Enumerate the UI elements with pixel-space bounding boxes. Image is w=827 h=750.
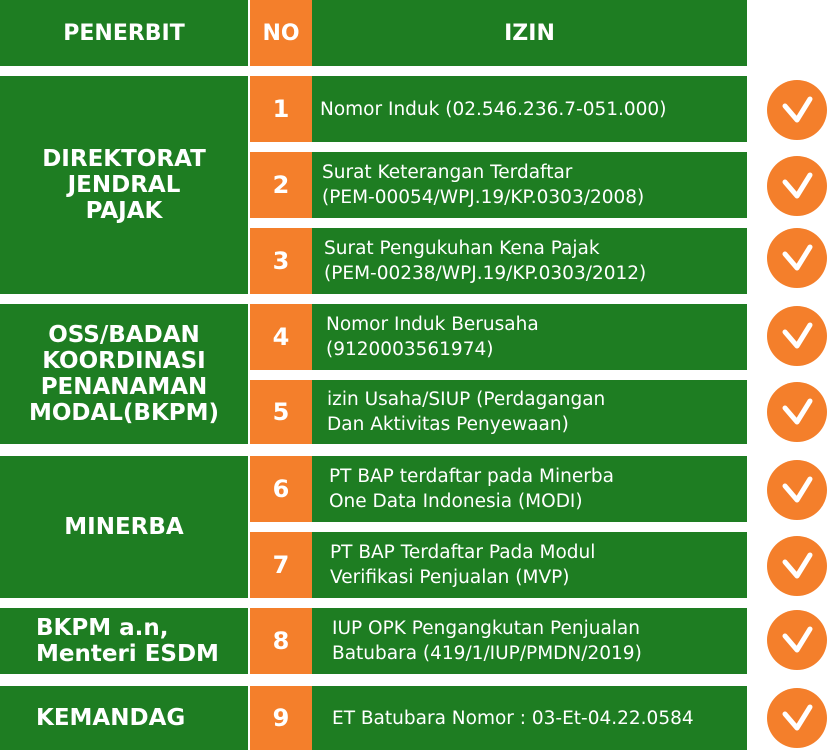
check-circle-icon — [767, 688, 827, 748]
check-circle-icon — [767, 228, 827, 288]
row-permit: PT BAP Terdaftar Pada Modul Verifikasi Penjualan (MVP) — [312, 532, 747, 598]
row-permit: Nomor Induk (02.546.236.7-051.000) — [312, 76, 747, 142]
row-permit: PT BAP terdaftar pada Minerba One Data Indonesia (MODI) — [312, 456, 747, 522]
header-number: NO — [250, 0, 312, 66]
row-number: 9 — [250, 686, 312, 750]
row-permit: izin Usaha/SIUP (Perdagangan Dan Aktivitas Penyewaan) — [312, 380, 747, 444]
publisher-kemendag: KEMANDAG — [0, 686, 248, 750]
row-number: 7 — [250, 532, 312, 598]
row-number: 6 — [250, 456, 312, 522]
row-permit: Nomor Induk Berusaha (9120003561974) — [312, 304, 747, 370]
publisher-djp: DIREKTORAT JENDRAL PAJAK — [0, 76, 248, 294]
publisher-bkpm: OSS/BADAN KOORDINASI PENANAMAN MODAL(BKPM) — [0, 304, 248, 444]
check-circle-icon — [767, 536, 827, 596]
header-permit: IZIN — [312, 0, 747, 66]
publisher-minerba: MINERBA — [0, 456, 248, 598]
row-permit: Surat Keterangan Terdaftar (PEM-00054/WPJ.19/KP.0303/2008) — [312, 152, 747, 218]
check-circle-icon — [767, 156, 827, 216]
check-circle-icon — [767, 306, 827, 366]
row-number: 4 — [250, 304, 312, 370]
row-permit: ET Batubara Nomor : 03-Et-04.22.0584 — [312, 686, 747, 750]
row-number: 8 — [250, 608, 312, 674]
check-circle-icon — [767, 80, 827, 140]
row-permit: IUP OPK Pengangkutan Penjualan Batubara (419/1/IUP/PMDN/2019) — [312, 608, 747, 674]
header-publisher: PENERBIT — [0, 0, 248, 66]
row-permit: Surat Pengukuhan Kena Pajak (PEM-00238/WPJ.19/KP.0303/2012) — [312, 228, 747, 294]
check-circle-icon — [767, 460, 827, 520]
check-circle-icon — [767, 382, 827, 442]
check-circle-icon — [767, 610, 827, 670]
row-number: 2 — [250, 152, 312, 218]
row-number: 1 — [250, 76, 312, 142]
publisher-esdm: BKPM a.n, Menteri ESDM — [0, 608, 248, 674]
row-number: 3 — [250, 228, 312, 294]
row-number: 5 — [250, 380, 312, 444]
